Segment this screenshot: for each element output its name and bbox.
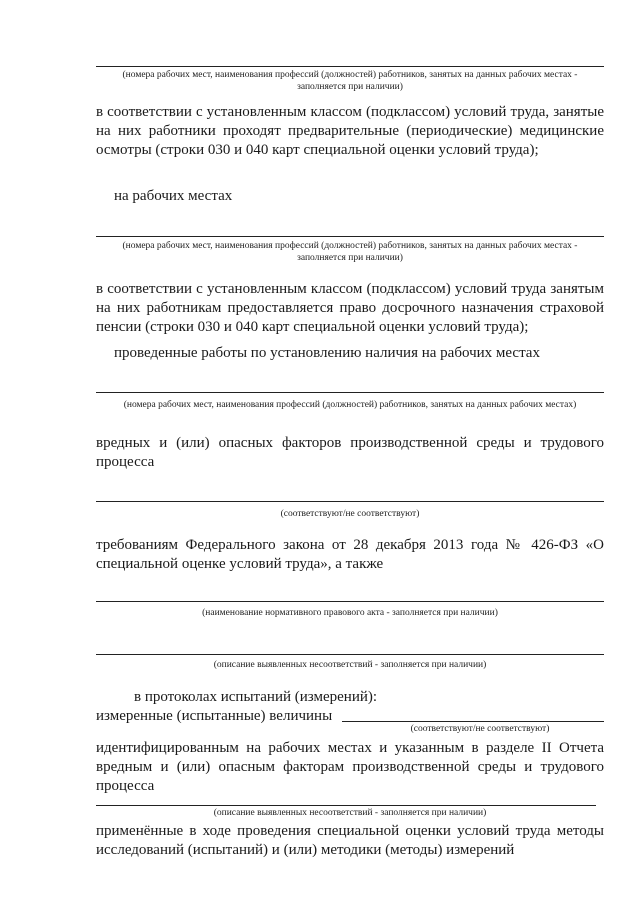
- caption-workplaces-1: (номера рабочих мест, наименования профессий (должностей) работников, занятых на данных рабочих местах - заполняется при наличии): [122, 70, 578, 92]
- caption-comply-1: (соответствуют/не соответствуют): [280, 509, 420, 519]
- fill-line-1[interactable]: [96, 66, 604, 67]
- fill-line-4[interactable]: [96, 501, 604, 502]
- paragraph-medical-exams: в соответствии с установленным классом (подклассом) условий труда, занятые на них работники проходят предварительные (периодические) медицинские осмотры (строки 030 и 040 карт специальной оценки условий труда);: [96, 104, 604, 158]
- paragraph-methods-applied: применённые в ходе проведения специальной оценки условий труда методы исследований (испытаний) и (или) методики (методы) измерений: [96, 823, 604, 858]
- fill-line-3[interactable]: [96, 392, 604, 393]
- fill-line-6[interactable]: [96, 654, 604, 655]
- caption-comply-2: (соответствуют/не соответствуют): [410, 724, 550, 734]
- paragraph-test-protocols: в протоколах испытаний (измерений):: [134, 689, 378, 705]
- paragraph-measured-values: измеренные (испытанные) величины: [96, 708, 333, 724]
- paragraph-early-pension: в соответствии с установленным классом (подклассом) условий труда занятым на них работникам предоставляется право досрочного назначения страховой пенсии (строки 030 и 040 карт специальной оценки условий труда);: [96, 281, 604, 335]
- caption-discrepancies-2: (описание выявленных несоответствий - заполняется при наличии): [213, 808, 487, 818]
- fill-line-7[interactable]: [96, 805, 596, 806]
- caption-discrepancies-1: (описание выявленных несоответствий - заполняется при наличии): [213, 660, 487, 670]
- fill-line-measured-values[interactable]: [342, 721, 604, 722]
- paragraph-identified-factors: идентифицированным на рабочих местах и указанным в разделе II Отчета вредным и (или) опасным факторам производственной среды и трудового процесса: [96, 740, 604, 794]
- fill-line-5[interactable]: [96, 601, 604, 602]
- paragraph-at-workplaces: на рабочих местах: [114, 188, 233, 204]
- caption-workplaces-2: (номера рабочих мест, наименования профессий (должностей) работников, занятых на данных рабочих местах - заполняется при наличии): [122, 241, 578, 263]
- caption-normative-act: (наименование нормативного правового акта - заполняется при наличии): [202, 608, 498, 618]
- fill-line-2[interactable]: [96, 236, 604, 237]
- paragraph-works-carried-out: проведенные работы по установлению наличия на рабочих местах: [114, 345, 540, 361]
- caption-workplaces-3: (номера рабочих мест, наименования профессий (должностей) работников, занятых на данных рабочих местах): [123, 400, 577, 410]
- paragraph-harmful-factors: вредных и (или) опасных факторов производственной среды и трудового процесса: [96, 435, 604, 470]
- paragraph-federal-law: требованиям Федерального закона от 28 декабря 2013 года № 426-ФЗ «О специальной оценке условий труда», а также: [96, 537, 604, 572]
